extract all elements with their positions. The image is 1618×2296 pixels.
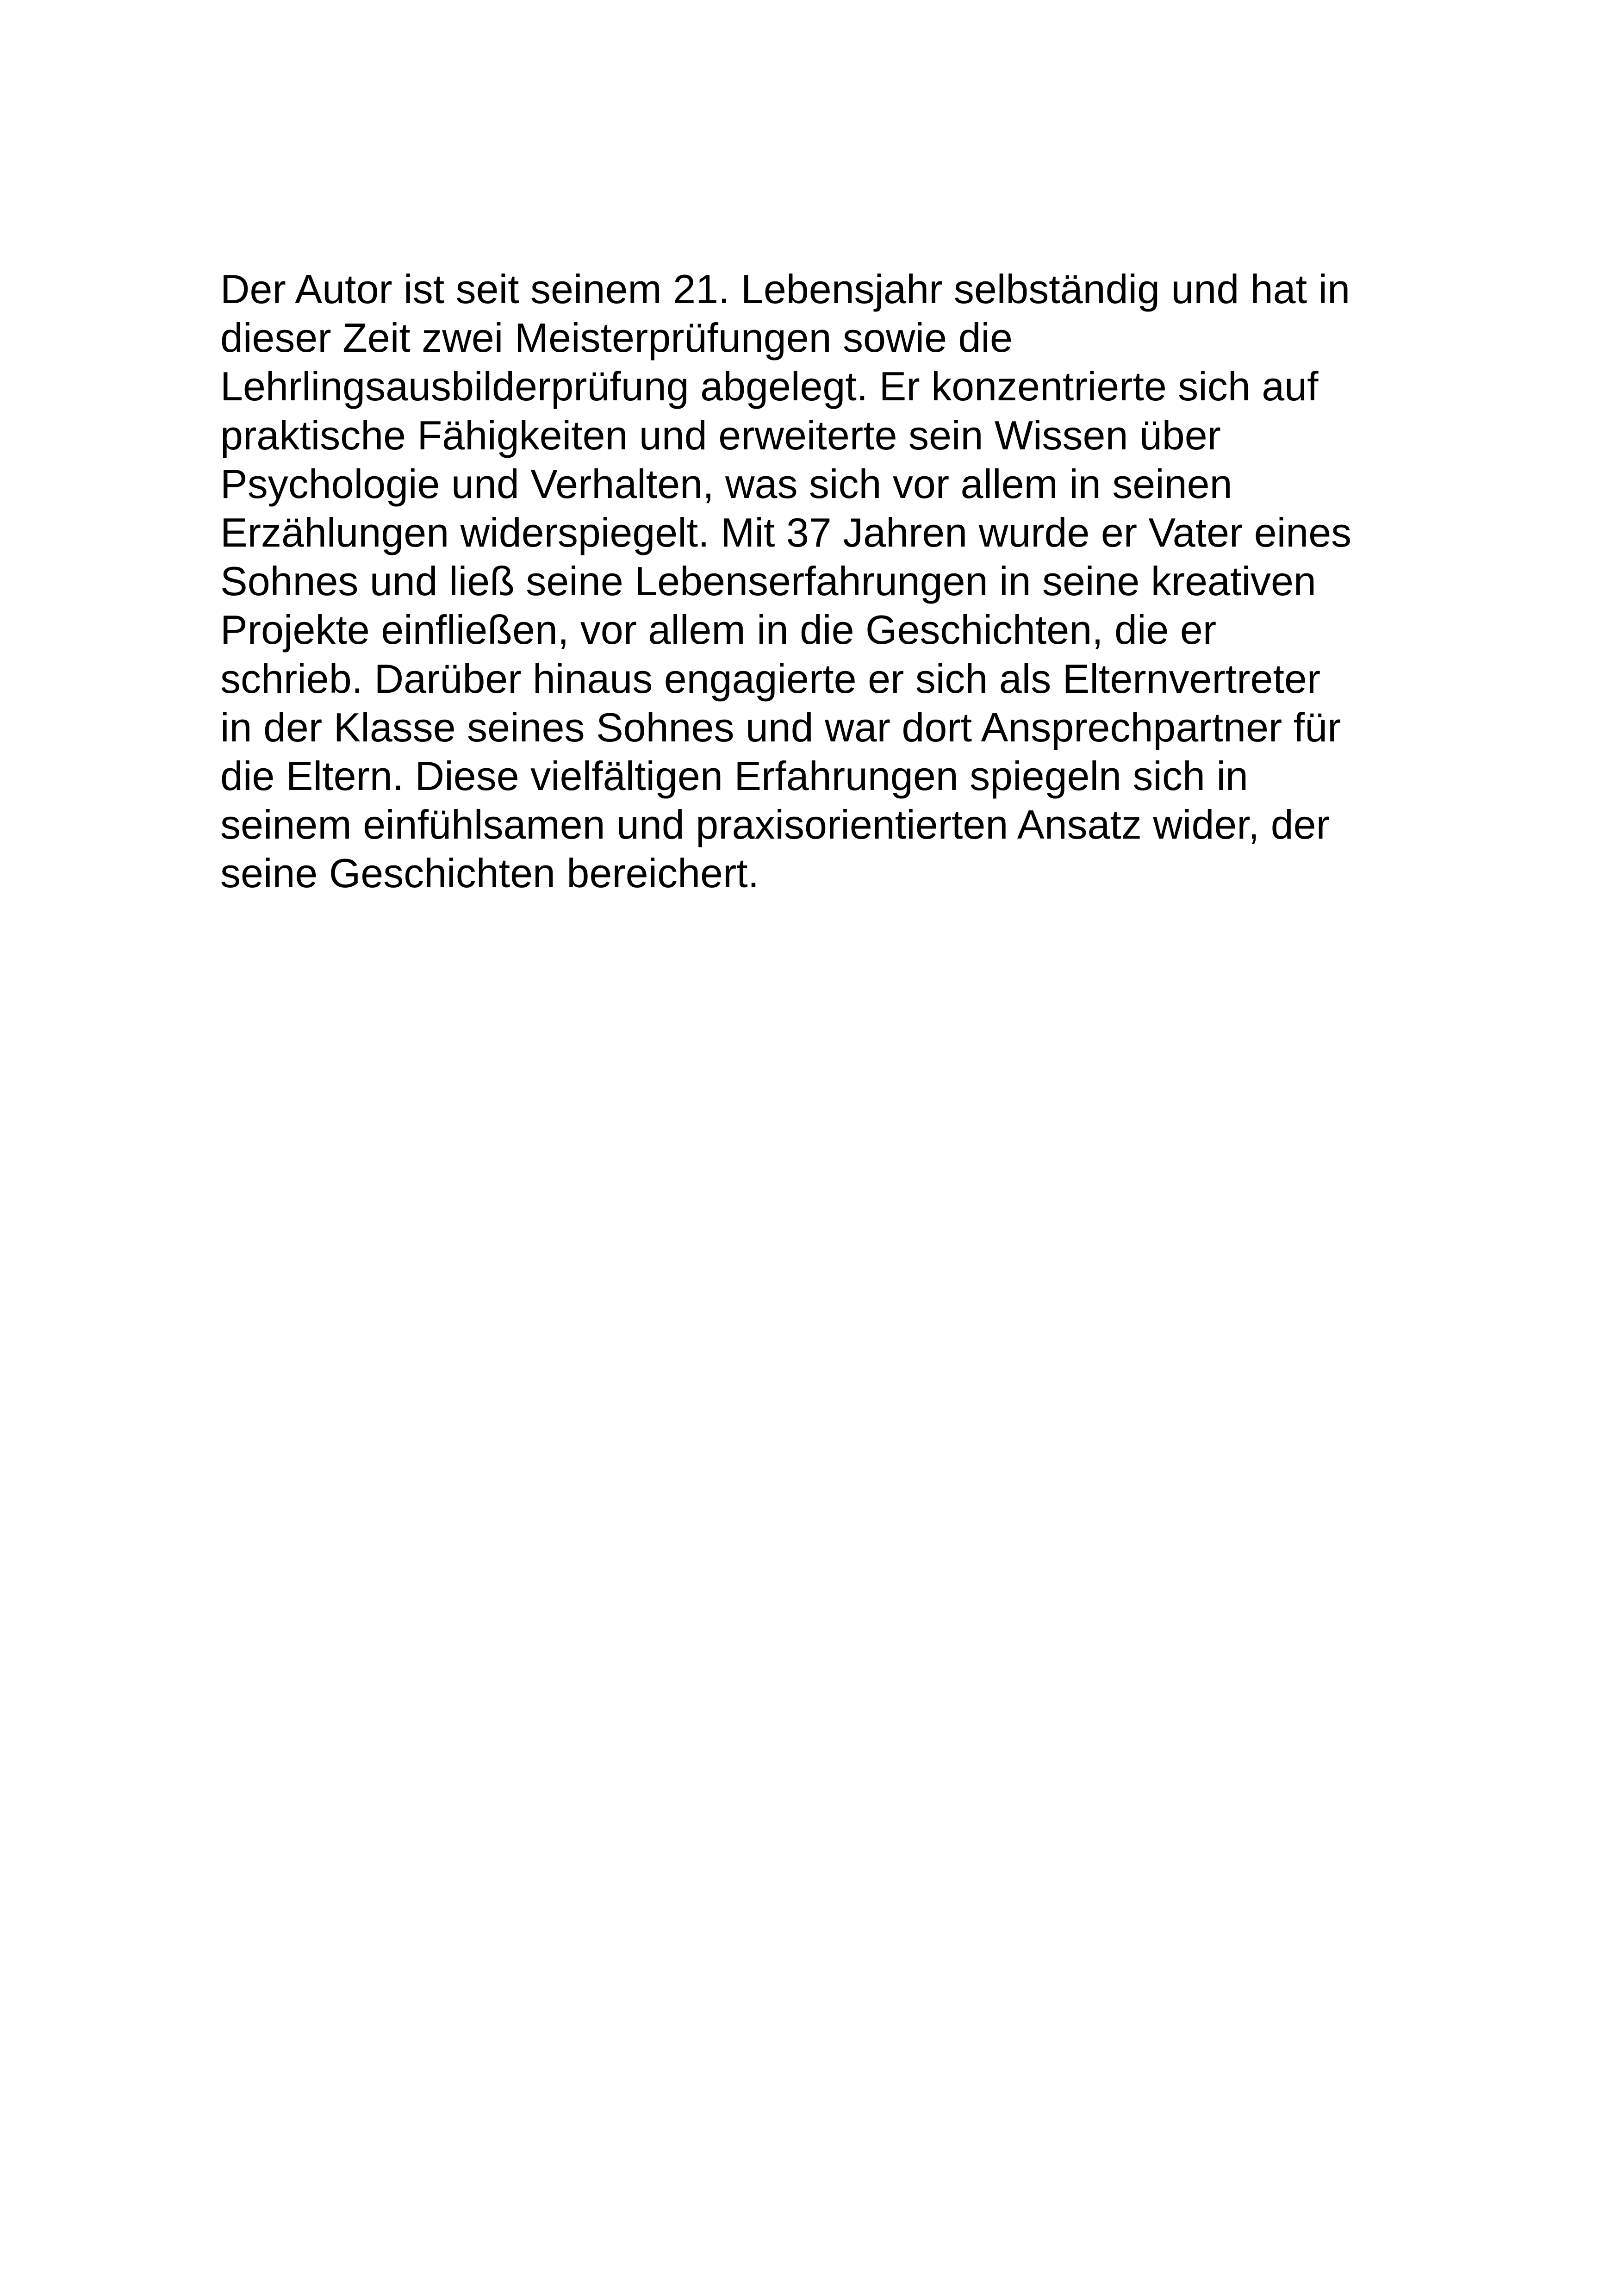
paragraph-line: seinem einfühlsamen und praxisorientierten Ansatz wider, der (220, 802, 1330, 848)
paragraph-line: seine Geschichten bereichert. (220, 850, 759, 896)
paragraph-line: die Eltern. Diese vielfältigen Erfahrungen spiegeln sich in (220, 753, 1248, 799)
paragraph-line: schrieb. Darüber hinaus engagierte er sich als Elternvertreter (220, 655, 1321, 702)
paragraph-line: Lehrlingsausbilderprüfung abgelegt. Er konzentrierte sich auf (220, 363, 1319, 410)
paragraph-line: Der Autor ist seit seinem 21. Lebensjahr selbständig und hat in (220, 266, 1350, 312)
paragraph-line: Sohnes und ließ seine Lebenserfahrungen in seine kreativen (220, 558, 1316, 604)
paragraph-line: in der Klasse seines Sohnes und war dort Ansprechpartner für (220, 704, 1341, 750)
paragraph-line: Psychologie und Verhalten, was sich vor allem in seinen (220, 460, 1232, 507)
paragraph-line: dieser Zeit zwei Meisterprüfungen sowie die (220, 315, 1013, 361)
paragraph-line: praktische Fähigkeiten und erweiterte sein Wissen über (220, 412, 1221, 458)
paragraph-line: Erzählungen widerspiegelt. Mit 37 Jahren wurde er Vater eines (220, 510, 1352, 556)
body-paragraph (220, 265, 1442, 898)
paragraph-line: Projekte einfließen, vor allem in die Geschichten, die er (220, 607, 1217, 653)
